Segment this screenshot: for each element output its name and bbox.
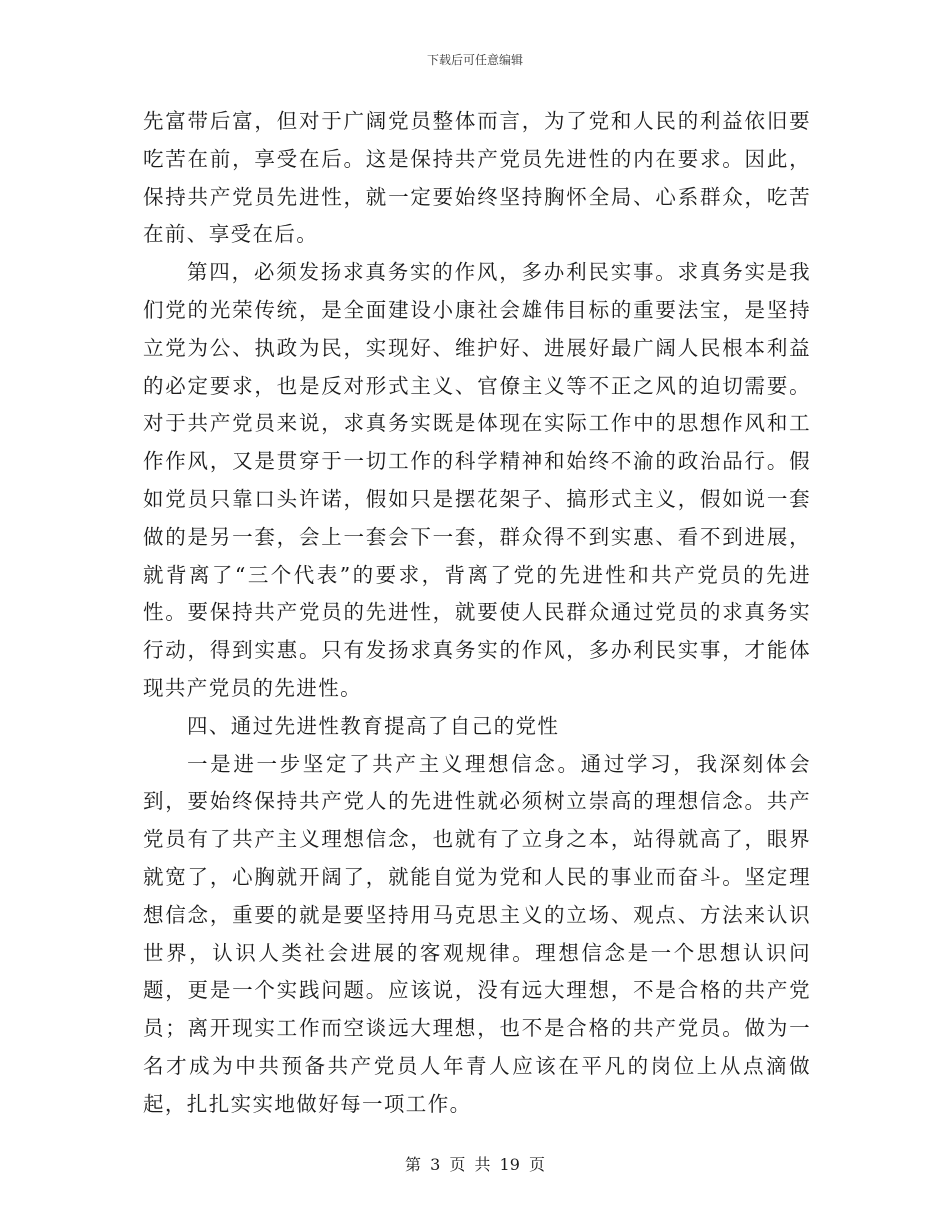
paragraph: 先富带后富，但对于广阔党员整体而言，为了党和人民的利益依旧要吃苦在前，享受在后。这是保持共产党员先进性的内在要求。因此，保持共产党员先进性，就一定要始终坚持胸怀全局、心系群众，吃苦在前、享受在后。 xyxy=(143,109,811,247)
document-body xyxy=(143,103,811,1124)
page-header: 下载后可任意编辑 xyxy=(426,53,523,67)
section-heading: 四、通过先进性教育提高了自己的党性 xyxy=(187,713,560,738)
page-number: 第 3 页 共 19 页 xyxy=(405,1155,545,1174)
paragraph: 第四，必须发扬求真务实的作风，多办利民实事。求真务实是我们党的光荣传统，是全面建设小康社会雄伟目标的重要法宝，是坚持立党为公、执政为民，实现好、维护好、进展好最广阔人民根本利益的必定要求，也是反对形式主义、官僚主义等不正之风的迫切需要。对于共产党员来说，求真务实既是体现在实际工作中的思想作风和工作作风，又是贯穿于一切工作的科学精神和始终不渝的政治品行。假如党员只靠口头许诺，假如只是摆花架子、搞形式主义，假如说一套做的是另一套，会上一套会下一套，群众得不到实惠、看不到进展，就背离了“三个代表”的要求，背离了党的先进性和共产党员的先进性。要保持共产党员的先进性，就要使人民群众通过党员的求真务实行动，得到实惠。只有发扬求真务实的作风，多办利民实事，才能体现共产党员的先进性。 xyxy=(143,260,811,700)
paragraph: 一是进一步坚定了共产主义理想信念。通过学习，我深刻体会到，要始终保持共产党人的先进性就必须树立崇高的理想信念。共产党员有了共产主义理想信念，也就有了立身之本，站得就高了，眼界就宽了，心胸就开阔了，就能自觉为党和人民的事业而奋斗。坚定理想信念，重要的就是要坚持用马克思主义的立场、观点、方法来认识世界，认识人类社会进展的客观规律。理想信念是一个思想认识问题，更是一个实践问题。应该说，没有远大理想，不是合格的共产党员；离开现实工作而空谈远大理想，也不是合格的共产党员。做为一名才成为中共预备共产党员人年青人应该在平凡的岗位上从点滴做起，扎扎实实地做好每一项工作。 xyxy=(143,751,811,1116)
